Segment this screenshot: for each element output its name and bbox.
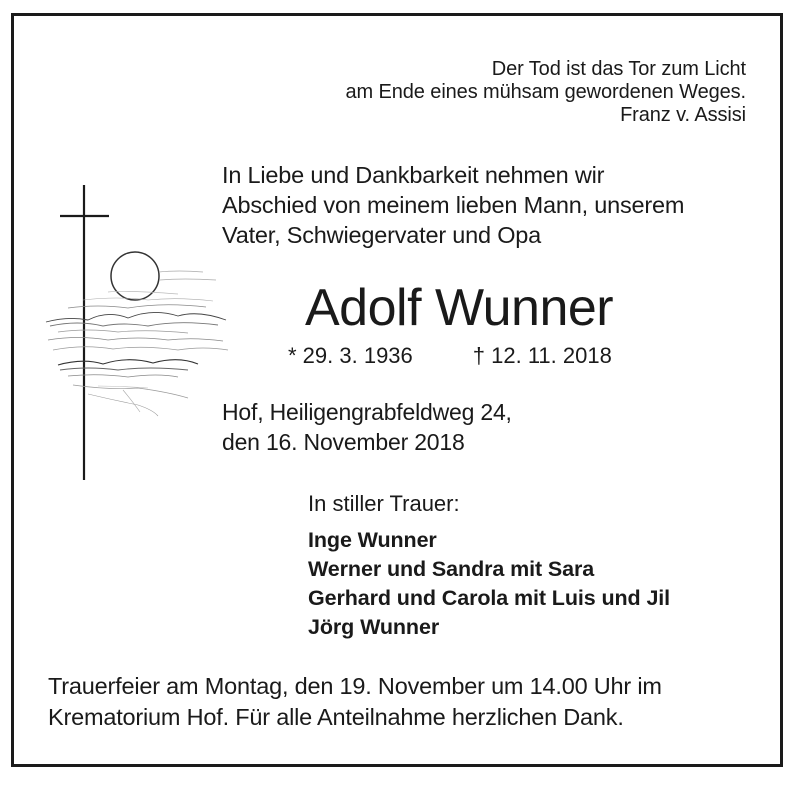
memorial-artwork bbox=[28, 180, 238, 485]
quote-line-2: am Ende eines mühsam gewordenen Weges. bbox=[345, 81, 746, 103]
mourner-name: Gerhard und Carola mit Luis und Jil bbox=[308, 586, 671, 610]
funeral-info-line-2: Krematorium Hof. Für alle Anteilnahme herzlichen Dank. bbox=[48, 704, 624, 730]
quote-line-1: Der Tod ist das Tor zum Licht bbox=[491, 58, 746, 80]
mourner-name: Jörg Wunner bbox=[308, 615, 440, 639]
notice-date: den 16. November 2018 bbox=[222, 429, 465, 455]
place-and-date bbox=[222, 397, 512, 457]
quote-author: Franz v. Assisi bbox=[620, 104, 746, 126]
death-date: † 12. 11. 2018 bbox=[472, 343, 612, 368]
deceased-name: Adolf Wunner bbox=[305, 279, 614, 337]
mourner-name: Werner und Sandra mit Sara bbox=[308, 557, 595, 581]
mourner-name: Inge Wunner bbox=[308, 528, 437, 552]
birth-date: * 29. 3. 1936 bbox=[288, 343, 413, 368]
quote-block bbox=[345, 58, 746, 127]
funeral-info-line-1: Trauerfeier am Montag, den 19. November um 14.00 Uhr im bbox=[48, 673, 662, 699]
mourners-label: In stiller Trauer: bbox=[308, 491, 460, 516]
intro-line-2: Abschied von meinem lieben Mann, unserem bbox=[222, 192, 685, 218]
cross-icon bbox=[60, 185, 109, 480]
landscape-sketch bbox=[46, 298, 228, 416]
life-dates bbox=[288, 342, 612, 370]
address: Hof, Heiligengrabfeldweg 24, bbox=[222, 399, 512, 425]
intro-line-3: Vater, Schwiegervater und Opa bbox=[222, 222, 542, 248]
sun-icon bbox=[108, 252, 216, 300]
intro-text bbox=[222, 160, 684, 250]
mourners-list bbox=[308, 526, 670, 642]
funeral-info bbox=[48, 671, 662, 733]
intro-line-1: In Liebe und Dankbarkeit nehmen wir bbox=[222, 162, 605, 188]
